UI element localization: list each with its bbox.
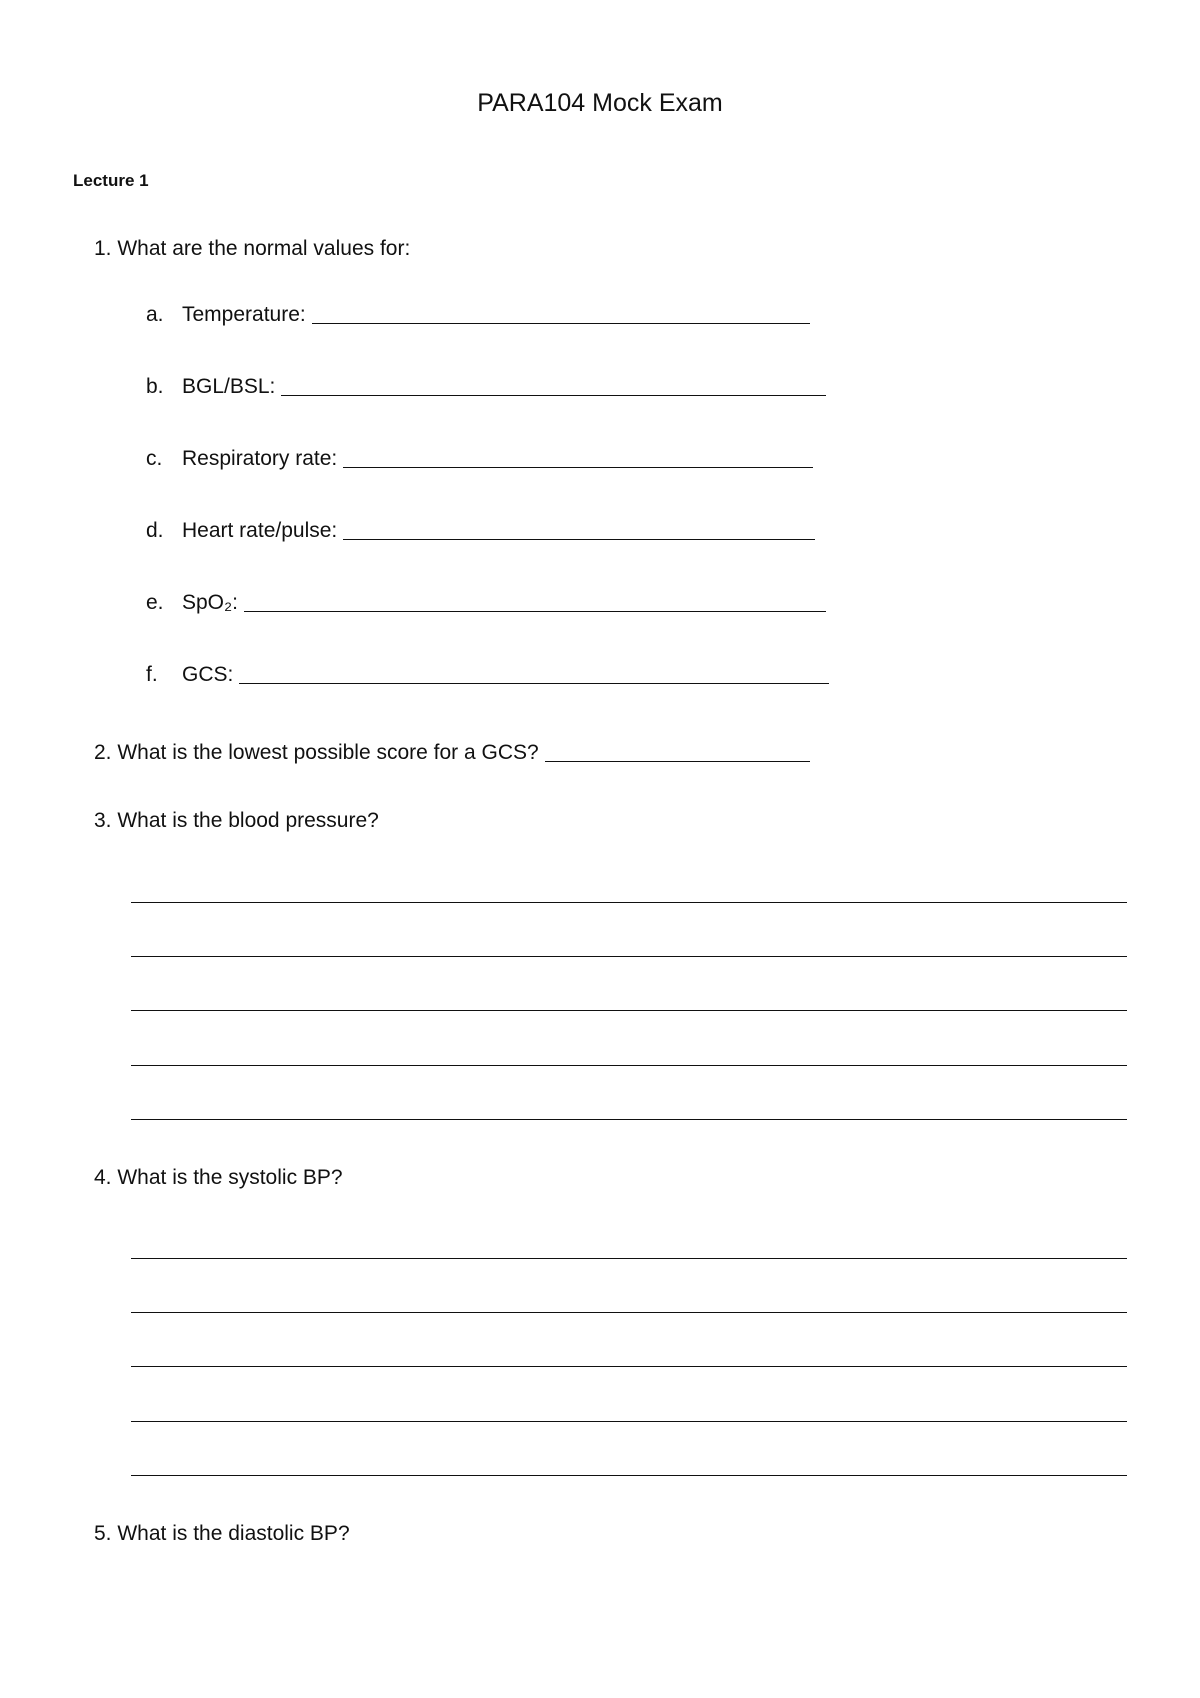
answer-blank-bgl-bsl[interactable] [281,395,826,396]
question-1-item-f [146,658,829,688]
answer-line[interactable] [131,1475,1127,1476]
answer-blank-spo2[interactable] [244,611,826,612]
answer-line[interactable] [131,1258,1127,1259]
question-4: 4. What is the systolic BP? [94,1166,343,1189]
answer-line[interactable] [131,1366,1127,1367]
answer-blank-heart-rate[interactable] [343,539,815,540]
item-letter: d. [146,519,164,542]
item-label: Respiratory rate: [182,447,338,470]
item-label: SpO₂: [182,591,239,614]
question-1-item-a [146,298,810,328]
question-2 [94,736,810,766]
question-2-text: 2. What is the lowest possible score for a GCS? [94,741,539,764]
item-label: GCS: [182,663,234,686]
answer-blank-lowest-gcs[interactable] [545,761,810,762]
item-letter: a. [146,303,164,326]
answer-line[interactable] [131,1421,1127,1422]
answer-blank-gcs[interactable] [239,683,829,684]
answer-line[interactable] [131,902,1127,903]
question-1: 1. What are the normal values for: [94,237,411,260]
page-title: PARA104 Mock Exam [477,89,723,117]
answer-line[interactable] [131,1065,1127,1066]
answer-line[interactable] [131,1010,1127,1011]
question-1-item-e [146,586,826,616]
answer-blank-respiratory-rate[interactable] [343,467,813,468]
question-3: 3. What is the blood pressure? [94,809,379,832]
item-letter: f. [146,663,158,686]
question-5: 5. What is the diastolic BP? [94,1522,350,1545]
item-letter: b. [146,375,164,398]
section-heading: Lecture 1 [73,171,149,190]
item-label: BGL/BSL: [182,375,276,398]
question-1-item-b [146,370,826,400]
item-letter: c. [146,447,163,470]
answer-line[interactable] [131,1119,1127,1120]
item-label: Heart rate/pulse: [182,519,338,542]
question-1-item-d [146,514,815,544]
item-letter: e. [146,591,164,614]
question-1-item-c [146,442,813,472]
answer-blank-temperature[interactable] [312,323,810,324]
answer-line[interactable] [131,956,1127,957]
item-label: Temperature: [182,303,306,326]
answer-line[interactable] [131,1312,1127,1313]
